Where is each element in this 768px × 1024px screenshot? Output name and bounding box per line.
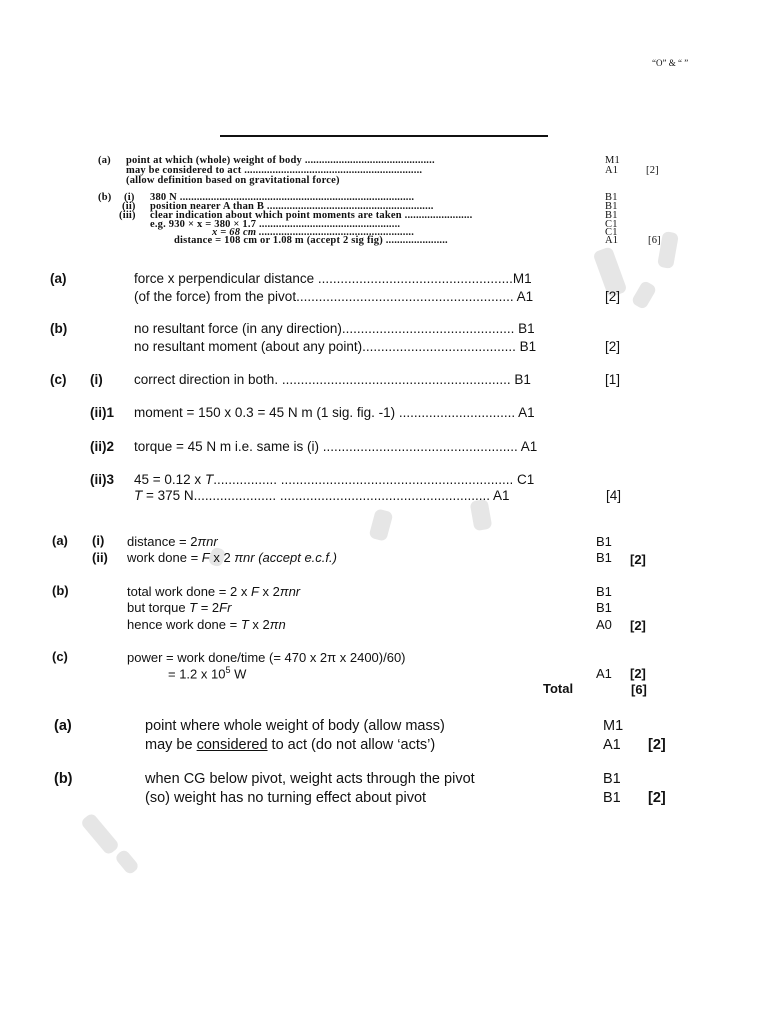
part-label: (c) <box>50 372 67 387</box>
answer-line: x = 68 cm ....................................................... <box>212 227 415 238</box>
mark-total: [2] <box>630 618 646 633</box>
mark-total: [6] <box>648 235 661 246</box>
mark: B1 <box>605 201 618 212</box>
mark: A1 <box>596 666 612 681</box>
mark: C1 <box>605 219 618 230</box>
mark-total: [1] <box>605 372 621 387</box>
watermark <box>470 499 493 532</box>
sub-label: (iii) <box>119 210 136 221</box>
sub-label: (ii) <box>92 550 108 565</box>
mark: M1 <box>605 155 620 166</box>
answer-line: = 1.2 x $10^5$ W <box>168 665 247 682</box>
answer-line: when CG below pivot, weight acts through the pivot <box>145 771 475 787</box>
sub-label: (i) <box>124 192 135 203</box>
answer-line: may be considered to act (do not allow ‘acts’) <box>145 737 436 753</box>
mark-total: [2] <box>605 339 621 354</box>
sub-label: (ii)1 <box>90 405 115 420</box>
mark: A1 <box>605 235 619 246</box>
total-value: [6] <box>631 682 647 697</box>
total-label: Total <box>543 681 574 696</box>
mark-total: [2] <box>630 666 646 681</box>
answer-line: position nearer A than B ........................................................... <box>150 201 434 212</box>
mark-total: [2] <box>646 165 659 176</box>
answer-line: correct direction in both. ............................................................. B1 <box>134 372 531 387</box>
answer-line: power = work done/time (= 470 x 2π x 2400)/60) <box>127 650 406 665</box>
sub-label: (ii)2 <box>90 439 115 454</box>
answer-line: may be considered to act ............................................................... <box>126 165 423 176</box>
answer-line: T = 375 N...................... ........................................................ A1 <box>134 488 510 503</box>
part-label: (a) <box>52 533 68 548</box>
mark-total: [4] <box>606 488 622 503</box>
answer-line: point where whole weight of body (allow mass) <box>145 718 445 734</box>
part-label: (b) <box>50 321 68 336</box>
answer-line: point at which (whole) weight of body .............................................. <box>126 155 435 166</box>
mark: C1 <box>605 227 618 238</box>
sub-label: (ii)3 <box>90 472 115 487</box>
part-label: (a) <box>54 718 72 734</box>
answer-line: (of the force) from the pivot.......................................................... A1 <box>134 289 534 304</box>
mark: B1 <box>605 210 618 221</box>
mark: M1 <box>603 718 624 734</box>
mark: B1 <box>596 534 612 549</box>
mark: A0 <box>596 617 612 632</box>
answer-line: moment = 150 x 0.3 = 45 N m (1 sig. fig. -1) ............................... A1 <box>134 405 535 420</box>
answer-line: clear indication about which point moments are taken ........................ <box>150 210 473 221</box>
watermark <box>631 280 658 311</box>
mark: B1 <box>596 600 612 615</box>
part-label: (b) <box>98 192 112 203</box>
mark: B1 <box>603 771 621 787</box>
mark: B1 <box>596 584 612 599</box>
answer-line: no resultant moment (about any point)......................................... B1 <box>134 339 537 354</box>
answer-line: but torque T = 2Fr <box>127 600 232 615</box>
answer-line: 45 = 0.12 x T................. .............................................................. C1 <box>134 472 535 487</box>
watermark <box>114 848 140 875</box>
answer-line: (allow definition based on gravitational force) <box>126 175 340 186</box>
sub-label: (i) <box>90 372 103 387</box>
mark: A1 <box>603 737 621 753</box>
part-label: (a) <box>50 271 67 286</box>
mark-total: [2] <box>605 289 621 304</box>
watermark <box>368 508 393 542</box>
header-mark: “O” & “ ” <box>652 58 689 68</box>
answer-line: torque = 45 N m i.e. same is (i) .................................................... A1 <box>134 439 538 454</box>
sub-label: (i) <box>92 533 105 548</box>
answer-line: distance = 108 cm or 1.08 m (accept 2 sig fig) ...................... <box>174 235 448 246</box>
part-label: (b) <box>52 583 69 598</box>
part-label: (c) <box>52 649 68 664</box>
part-label: (b) <box>54 771 73 787</box>
mark: B1 <box>603 790 621 806</box>
mark-total: [2] <box>630 552 646 567</box>
answer-line: (so) weight has no turning effect about pivot <box>145 790 427 806</box>
mark: B1 <box>605 192 618 203</box>
answer-line: total work done = 2 x F x 2πnr <box>127 584 301 599</box>
part-label: (a) <box>98 155 111 166</box>
mark: B1 <box>596 550 612 565</box>
answer-line: distance = 2πnr <box>127 534 218 549</box>
answer-line: 380 N ................................................................................... <box>150 192 415 203</box>
sub-label: (ii) <box>122 201 136 212</box>
answer-line: no resultant force (in any direction).............................................. B1 <box>134 321 535 336</box>
mark-total: [2] <box>648 737 666 753</box>
answer-line: hence work done = T x 2πn <box>127 617 286 632</box>
answer-line: work done = F x 2 πnr (accept e.c.f.) <box>127 550 337 565</box>
mark: A1 <box>605 165 619 176</box>
watermark <box>80 812 121 856</box>
answer-line: force x perpendicular distance ....................................................M1 <box>134 271 532 286</box>
answer-line: e.g. 930 × x = 380 × 1.7 .................................................. <box>150 219 401 230</box>
title-rule <box>220 135 548 137</box>
mark-total: [2] <box>648 790 666 806</box>
